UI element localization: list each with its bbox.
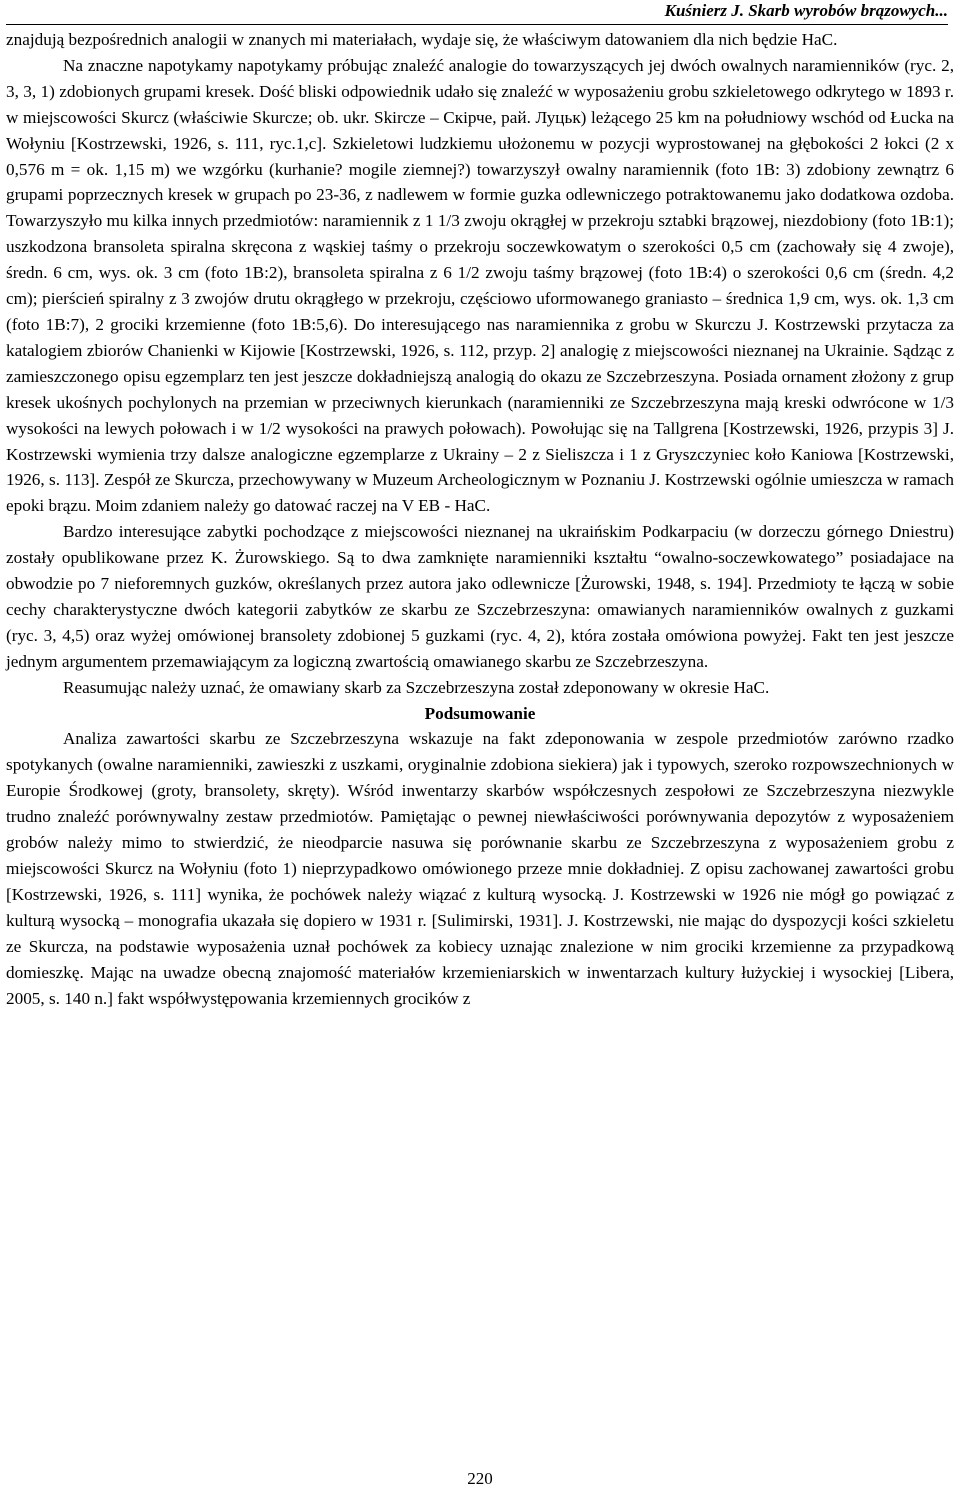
paragraph-3: Bardzo interesujące zabytki pochodzące z miejscowości nieznanej na ukraińskim Podkarpaciu (w dorzeczu górnego Dniestru) zostały opublikowane przez K. Żurowskiego. Są to dwa zamknięte naramienniki kształtu “owalno-soczewkowatego” posiadajace na obwodzie po 7 nieforemnych guzków, określanych przez autora jako odlewnicze [Żurowski, 1948, s. 194]. Przedmioty te łączą w sobie cechy charakterystyczne dwóch kategorii zabytków ze skarbu ze Szczebrzeszyna: omawianych naramienników owalnych z guzkami (ryc. 3, 4,5) oraz wyżej omówionej bransolety zdobionej 5 guzkami (ryc. 4, 2), która została omówiona powyżej. Fakt ten jest jeszcze jednym argumentem przemawiającym za logiczną zwartością omawianego skarbu ze Szczebrzeszyna. <box>6 522 954 671</box>
paragraph-2: Na znaczne napotykamy napotykamy próbując znaleźć analogie do towarzyszących jej dwóch owalnych naramienników (ryc. 2, 3, 3, 1) zdobionych grupami kresek. Dość bliski odpowiednik udało się znaleźć w wyposażeniu grobu szkieletowego odkrytego w 1893 r. w miejscowości Skurcz (właściwie Skurcze; ob. ukr. Skircze – Скірче, рай. Луцьк) leżącego 25 km na południowy wschód od Łucka na Wołyniu [Kostrzewski, 1926, s. 111, ryc.1,c]. Szkieletowi ludzkiemu ułożonemu w pozycji wyprostowanej na głębokości 2 łokci (2 x 0,576 m = ok. 1,15 m) we wzgórku (kurhanie? mogile ziemnej?) towarzyszył owalny naramiennik (foto 1B: 3) zdobiony zewnątrz 6 grupami poprzecznych kresek w grupach po 23-36, z nadlewem w formie guzka odlewniczego potraktowanemu jako dodatkowa ozdoba. Towarzyszyło mu kilka innych przedmiotów: naramiennik z 1 1/3 zwoju okrągłej w przekroju sztabki brązowej, niezdobiony (foto 1B:1); uszkodzona bransoleta spiralna skręcona z wąskiej taśmy o przekroju soczewkowatym o szerokości 0,5 cm (zachowały się 4 zwoje), średn. 6 cm, wys. ok. 3 cm (foto 1B:2), bransoleta spiralna z 6 1/2 zwoju taśmy brązowej (foto 1B:4) o szerokości 0,6 cm (średn. 4,2 cm); pierścień spiralny z 3 zwojów drutu okrągłego w przekroju, częściowo uformowanego graniasto – średnica 1,9 cm, wys. ok. 1,3 cm (foto 1B:7), 2 grociki krzemienne (foto 1B:5,6). Do interesującego nas naramiennika z grobu w Skurczu J. Kostrzewski przytacza za katalogiem zbiorów Chanienki w Kijowie [Kostrzewski, 1926, s. 112, przyp. 2] analogię z miejscowości nieznanej na Ukrainie. Sądząc z zamieszczonego opisu egzemplarz ten jest jeszcze dokładniejszą analogią do okazu ze Szczebrzeszyna. Posiada ornament złożony z grup kresek ukośnych pochylonych na przemian w przeciwnych kierunkach (naramienniki ze Szczebrzeszyna mają kreski odwrócone w 1/3 wysokości na lewych połowach i w 1/2 wysokości na prawych połowach). Powołując się na Tallgrena [Kostrzewski, 1926, przypis 3] J. Kostrzewski wymienia trzy dalsze analogiczne egzemplarze z Ukrainy – 2 z Sieliszcza i 1 z Gryszczyniec koło Kaniowa [Kostrzewski, 1926, s. 113]. Zespół ze Skurcza, przechowywany w Muzeum Archeologicznym w Poznaniu J. Kostrzewski ogólnie umieszcza w ramach epoki brązu. Moim zdaniem należy go datować raczej na V EB - HaC. <box>6 55 954 516</box>
paragraph-1: znajdują bezpośrednich analogii w znanych mi materiałach, wydaje się, że właściwym datowaniem dla nich będzie HaC. <box>6 30 838 49</box>
running-header: Kuśnierz J. Skarb wyrobów brązowych... <box>6 0 948 25</box>
article-body <box>6 27 954 1011</box>
paragraph-4: Reasumując należy uznać, że omawiany skarb za Szczebrzeszyna został zdeponowany w okresie HaC. <box>63 677 770 697</box>
paragraph-5: Analiza zawartości skarbu ze Szczebrzeszyna wskazuje na fakt zdeponowania w zespole przedmiotów zarówno rzadko spotykanych (owalne naramienniki, zawieszki z uszkami, oryginalnie zdobiona siekiera) jak i typowych, szeroko rozpowszechnionych w Europie Środkowej (groty, bransolety, skręty). Wśród inwentarzy skarbów współczesnych zespołowi ze Szczebrzeszyna niezwykle trudno znaleźć porównywalny zestaw przedmiotów. Pamiętając o pewnej niewłaściwości porównywania depozytów z wyposażeniem grobów należy mimo to stwierdzić, że nieodparcie nasuwa się porównanie skarbu ze Szczebrzeszyna z wyposażeniem grobu z miejscowości Skurcz na Wołyniu (foto 1) nieprzypadkowo omówionego przeze mnie dokładniej. Z opisu zachowanej zawartości grobu [Kostrzewski, 1926, s. 111] wynika, że pochówek należy wiązać z kulturą wysocką. J. Kostrzewski w 1926 nie mógł go powiązać z kulturą wysocką – monografia ukazała się dopiero w 1931 r. [Sulimirski, 1931]. J. Kostrzewski, nie mając do dyspozycji kości szkieletu ze Skurcza, na podstawie wyposażenia uznał pochówek za kobiecy uznając znalezione w nim grociki krzemienne za przypadkową domieszkę. Mając na uwadze obecną znajomość materiałów krzemieniarskich w inwentarzach kultury łużyckiej i wysockiej [Libera, 2005, s. 140 n.] fakt współwystępowania krzemiennych grocików z <box>6 729 954 1008</box>
section-heading: Podsumowanie <box>424 703 536 723</box>
page-number: 220 <box>467 1469 493 1488</box>
